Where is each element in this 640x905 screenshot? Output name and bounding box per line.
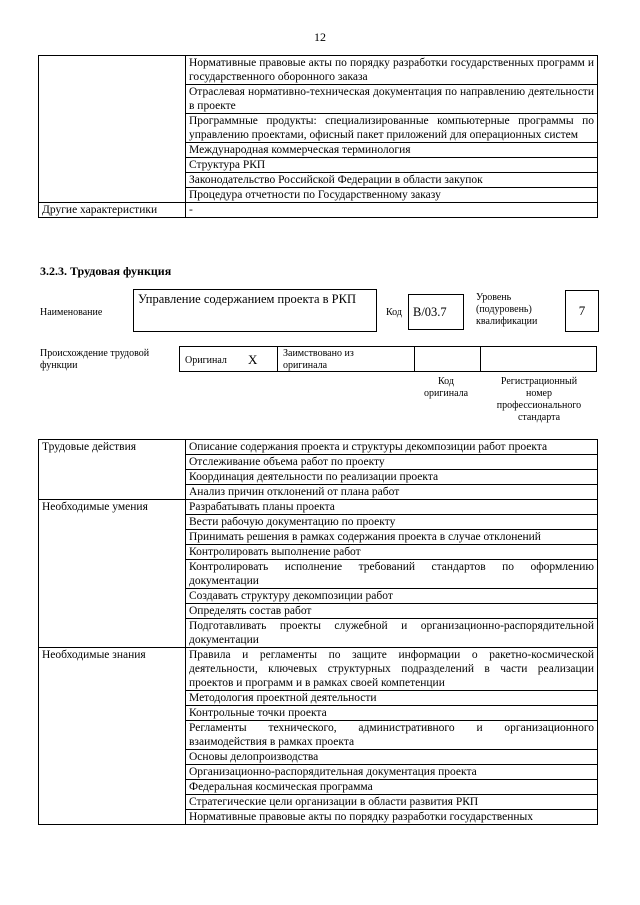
origin-label-1: Происхождение трудовой <box>40 348 150 359</box>
skill-row: Определять состав работ <box>186 604 598 619</box>
empty-label-cell <box>39 56 186 203</box>
other-value: - <box>186 203 598 218</box>
knowledge-row: Организационно-распорядительная документация проекта <box>186 765 598 780</box>
code-original-caption <box>412 376 480 400</box>
code-value: B/03.7 <box>408 294 464 330</box>
knowledge-row: Контрольные точки проекта <box>186 706 598 721</box>
code-original-2: оригинала <box>423 388 469 399</box>
top-row: Программные продукты: специализированные компьютерные программы по управлению проектами, офисный пакет приложений для операционных систем <box>186 114 598 143</box>
level-value: 7 <box>565 290 599 332</box>
knowledge-label: Необходимые знания <box>39 648 186 825</box>
knowledge-row: Методология проектной деятельности <box>186 691 598 706</box>
skill-row: Принимать решения в рамках содержания проекта в случае отклонений <box>186 530 598 545</box>
top-row: Отраслевая нормативно-техническая документация по направлению деятельности в проекте <box>186 85 598 114</box>
skill-row: Контролировать исполнение требований стандартов по оформлению документации <box>186 560 598 589</box>
actions-label: Трудовые действия <box>39 440 186 500</box>
skill-row: Разрабатывать планы проекта <box>186 500 598 515</box>
level-label-3: квалификации <box>476 316 538 327</box>
reg-2: номер <box>526 388 552 399</box>
top-row: Процедура отчетности по Государственному заказу <box>186 188 598 203</box>
action-row: Анализ причин отклонений от плана работ <box>186 485 598 500</box>
skill-row: Контролировать выполнение работ <box>186 545 598 560</box>
original-mark: X <box>248 352 258 367</box>
action-row: Описание содержания проекта и структуры декомпозиции работ проекта <box>186 440 598 455</box>
other-label: Другие характеристики <box>39 203 186 218</box>
skill-row: Создавать структуру декомпозиции работ <box>186 589 598 604</box>
borrowed-label-2: оригинала <box>283 360 328 371</box>
top-row: Международная коммерческая терминология <box>186 143 598 158</box>
reg-3: профессионального <box>496 400 582 411</box>
main-table <box>38 439 598 825</box>
action-row: Отслеживание объема работ по проекту <box>186 455 598 470</box>
original-label: Оригинал <box>185 355 227 366</box>
action-row: Координация деятельности по реализации проекта <box>186 470 598 485</box>
borrowed-label-1: Заимствовано из <box>283 348 354 359</box>
reg-4: стандарта <box>517 412 561 423</box>
top-row: Нормативные правовые акты по порядку разработки государственных программ и государственного оборонного заказа <box>186 56 598 85</box>
origin-box <box>179 346 597 372</box>
knowledge-row: Нормативные правовые акты по порядку разработки государственных <box>186 810 598 825</box>
divider <box>277 347 278 371</box>
knowledge-row: Основы делопроизводства <box>186 750 598 765</box>
page-number: 12 <box>314 30 326 44</box>
top-row: Структура РКП <box>186 158 598 173</box>
knowledge-row: Правила и регламенты по защите информации о ракетно-космической деятельности, ключевых структурных подразделений в части реализации проектов и программ и в рамках своей компетенции <box>186 648 598 691</box>
divider <box>480 347 481 371</box>
skill-row: Подготавливать проекты служебной и организационно-распорядительной документации <box>186 619 598 648</box>
section-title: 3.2.3. Трудовая функция <box>40 264 172 278</box>
origin-label-2: функции <box>40 360 78 371</box>
knowledge-row: Федеральная космическая программа <box>186 780 598 795</box>
level-label-1: Уровень <box>476 292 512 303</box>
knowledge-row: Регламенты технического, административного и организационного взаимодействия в рамках проекта <box>186 721 598 750</box>
name-label: Наименование <box>40 307 103 318</box>
top-row: Законодательство Российской Федерации в области закупок <box>186 173 598 188</box>
skills-label: Необходимые умения <box>39 500 186 648</box>
reg-number-caption <box>480 376 598 424</box>
level-label-2: (подуровень) <box>476 304 532 315</box>
top-table <box>38 55 598 218</box>
name-value: Управление содержанием проекта в РКП <box>133 289 377 332</box>
code-original-1: Код <box>438 376 454 387</box>
divider <box>414 347 415 371</box>
code-label: Код <box>386 307 402 318</box>
reg-1: Регистрационный <box>500 376 578 387</box>
knowledge-row: Стратегические цели организации в области развития РКП <box>186 795 598 810</box>
skill-row: Вести рабочую документацию по проекту <box>186 515 598 530</box>
